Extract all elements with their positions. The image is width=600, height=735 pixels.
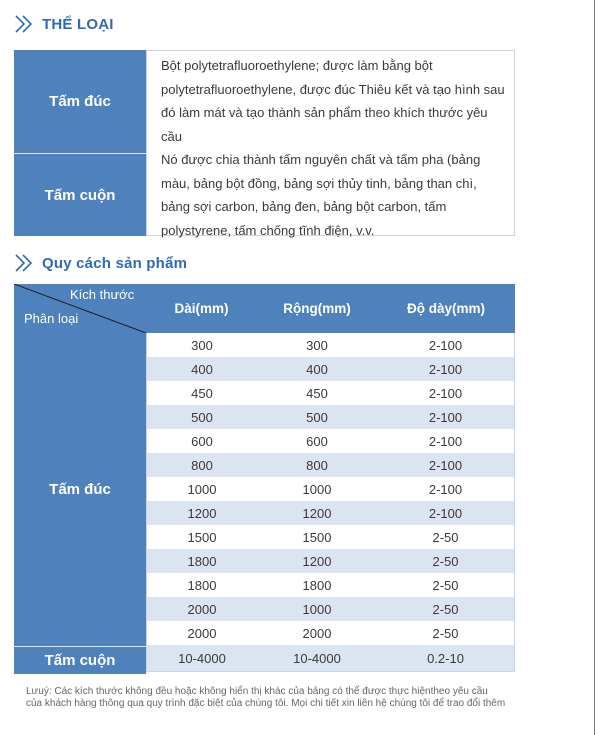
cell-thickness: 0.2-10 bbox=[427, 650, 464, 666]
category-description-cast: Bột polytetrafluoroethylene; được làm bằng bột polytetrafluoroethylene, được đúc Thiêu kết và tạo hình sau đó làm mát và tạo thành sản phẩm theo khích thước yêu cầu bbox=[161, 58, 505, 144]
corner-label-size: Kích thước bbox=[70, 287, 135, 302]
cell-thickness: 2-100 bbox=[428, 337, 463, 353]
category-descriptions bbox=[146, 50, 515, 236]
category-names bbox=[14, 50, 146, 236]
cell-width: 450 bbox=[306, 385, 328, 401]
table-row bbox=[146, 429, 515, 453]
cell-length: 1000 bbox=[187, 481, 217, 497]
cell-thickness: 2-50 bbox=[432, 625, 459, 641]
table-row bbox=[146, 453, 515, 477]
cell-length: 1500 bbox=[187, 529, 217, 545]
cell-length: 300 bbox=[191, 337, 213, 353]
category-description-roll: Nó được chia thành tấm nguyên chất và tấm pha (bảng màu, bảng bột đồng, bảng sợi thủy tinh, bảng than chì, bảng sợi carbon, bảng đen, bảng bột carbon, tấm polystyrene, tấm chống tĩnh điện, v.v. bbox=[161, 152, 481, 238]
table-row bbox=[146, 549, 515, 573]
cell-width: 600 bbox=[306, 433, 328, 449]
cell-thickness: 2-50 bbox=[432, 553, 459, 569]
cell-width: 1000 bbox=[302, 481, 332, 497]
column-header-length: Dài(mm) bbox=[174, 301, 229, 316]
column-header-width: Rộng(mm) bbox=[283, 301, 351, 316]
footnote: Lưuý: Các kích thước không đều hoặc không hiển thị khác của bảng có thể được thực hiệntheo yêu cầu của khách hàng thông qua quy trình đặc biệt của chúng tôi. Mọi chi tiết xin liên hệ chúng tôi để trao đổi thêm bbox=[26, 686, 506, 709]
spec-table-body bbox=[146, 333, 515, 672]
table-row bbox=[146, 621, 515, 645]
table-row bbox=[146, 405, 515, 429]
section-spec-title: Quy cách sản phẩm bbox=[42, 254, 188, 272]
category-table bbox=[14, 50, 515, 236]
section-type-title: THỂ LOẠI bbox=[42, 15, 114, 33]
cell-length: 800 bbox=[191, 457, 213, 473]
cell-width: 1800 bbox=[302, 577, 332, 593]
cell-width: 300 bbox=[306, 337, 328, 353]
table-row bbox=[146, 357, 515, 381]
cell-width: 400 bbox=[306, 361, 328, 377]
spec-table-header bbox=[14, 284, 515, 333]
double-chevron-right-icon bbox=[14, 253, 36, 273]
cell-thickness: 2-100 bbox=[428, 433, 463, 449]
group-label-cast: Tấm đúc bbox=[14, 333, 146, 646]
cell-width: 1500 bbox=[302, 529, 332, 545]
cell-thickness: 2-100 bbox=[428, 385, 463, 401]
cell-thickness: 2-50 bbox=[432, 601, 459, 617]
group-label-roll: Tấm cuộn bbox=[14, 646, 146, 674]
cell-width: 500 bbox=[306, 409, 328, 425]
cell-width: 1000 bbox=[302, 601, 332, 617]
cell-length: 2000 bbox=[187, 625, 217, 641]
cell-length: 2000 bbox=[187, 601, 217, 617]
cell-width: 1200 bbox=[302, 553, 332, 569]
cell-width: 2000 bbox=[302, 625, 332, 641]
section-type-header bbox=[14, 14, 114, 34]
cell-length: 500 bbox=[191, 409, 213, 425]
category-name-roll: Tấm cuộn bbox=[14, 153, 146, 236]
cell-thickness: 2-50 bbox=[432, 529, 459, 545]
cell-length: 1200 bbox=[187, 505, 217, 521]
table-row bbox=[146, 597, 515, 621]
table-row bbox=[146, 381, 515, 405]
cell-width: 10-4000 bbox=[293, 650, 341, 666]
table-row bbox=[146, 333, 515, 357]
cell-length: 1800 bbox=[187, 553, 217, 569]
cell-thickness: 2-100 bbox=[428, 409, 463, 425]
page-right-rule bbox=[594, 0, 595, 735]
table-row bbox=[146, 501, 515, 525]
cell-thickness: 2-100 bbox=[428, 505, 463, 521]
cell-width: 1200 bbox=[302, 505, 332, 521]
cell-thickness: 2-50 bbox=[432, 577, 459, 593]
column-header-thickness: Độ dày(mm) bbox=[406, 301, 485, 316]
table-row bbox=[146, 573, 515, 597]
cell-length: 400 bbox=[191, 361, 213, 377]
section-spec-header bbox=[14, 253, 187, 273]
cell-width: 800 bbox=[306, 457, 328, 473]
cell-thickness: 2-100 bbox=[428, 361, 463, 377]
cell-length: 450 bbox=[191, 385, 213, 401]
cell-thickness: 2-100 bbox=[428, 457, 463, 473]
table-row bbox=[146, 525, 515, 549]
cell-thickness: 2-100 bbox=[428, 481, 463, 497]
category-name-cast: Tấm đúc bbox=[14, 50, 146, 153]
cell-length: 10-4000 bbox=[178, 650, 226, 666]
table-row bbox=[146, 645, 515, 672]
cell-length: 1800 bbox=[187, 577, 217, 593]
cell-length: 600 bbox=[191, 433, 213, 449]
corner-label-class: Phân loại bbox=[24, 311, 79, 326]
double-chevron-right-icon bbox=[14, 14, 36, 34]
table-row bbox=[146, 477, 515, 501]
